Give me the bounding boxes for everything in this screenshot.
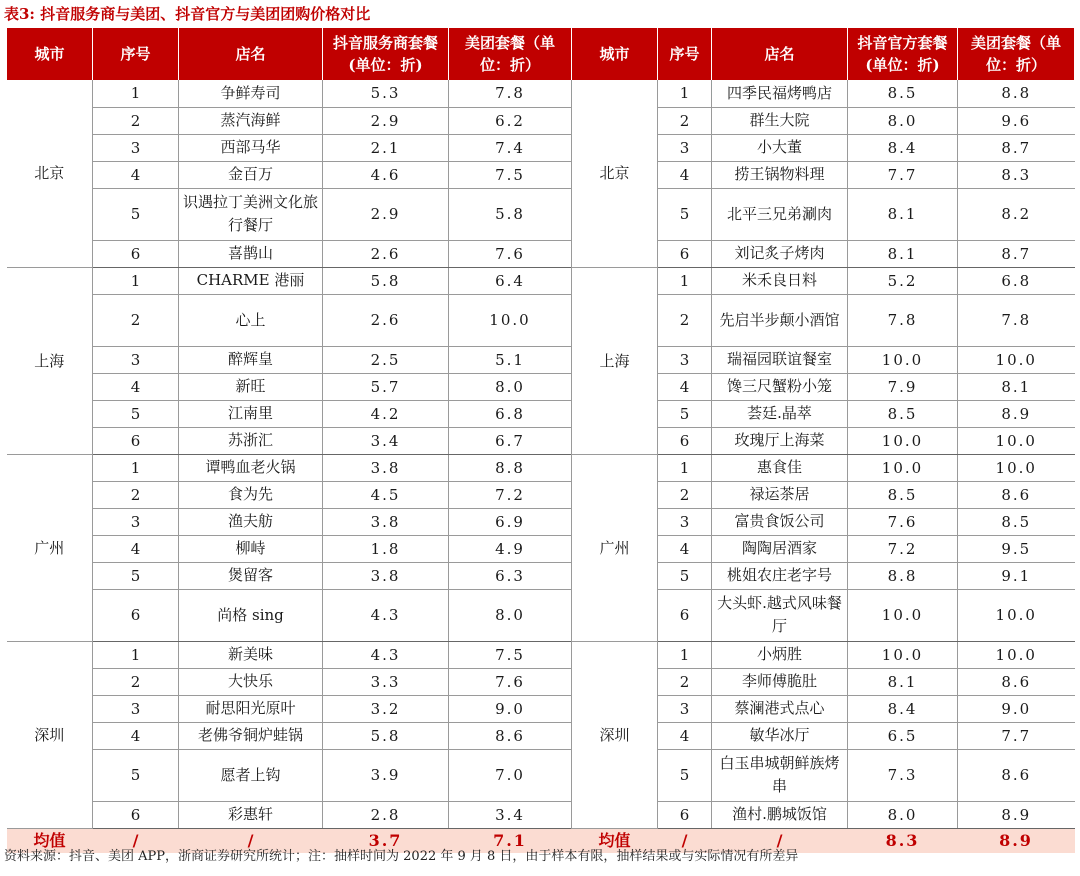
left-no-cell: 4 (93, 373, 179, 400)
header-city-right: 城市 (572, 28, 658, 80)
left-meituan-cell: 7.8 (449, 80, 572, 107)
header-store-left: 店名 (179, 28, 323, 80)
right-meituan-cell: 8.7 (958, 134, 1075, 161)
table-row (7, 589, 1075, 641)
left-meituan-cell: 7.6 (449, 668, 572, 695)
average-label-right: 均值 (572, 828, 658, 853)
right-meituan-cell: 8.8 (958, 80, 1075, 107)
left-douyin-provider-cell: 1.8 (323, 535, 449, 562)
right-meituan-cell: 6.8 (958, 267, 1075, 294)
right-meituan-cell: 8.5 (958, 508, 1075, 535)
left-douyin-provider-cell: 3.3 (323, 668, 449, 695)
right-no-cell: 3 (658, 695, 712, 722)
header-no-right: 序号 (658, 28, 712, 80)
left-meituan-cell: 10.0 (449, 294, 572, 346)
right-no-cell: 2 (658, 294, 712, 346)
left-no-cell: 5 (93, 749, 179, 801)
right-store-cell: 米禾良日料 (712, 267, 848, 294)
right-meituan-cell: 8.6 (958, 668, 1075, 695)
right-meituan-cell: 8.6 (958, 749, 1075, 801)
right-no-cell: 2 (658, 107, 712, 134)
right-meituan-cell: 8.9 (958, 801, 1075, 828)
table-row (7, 188, 1075, 240)
left-douyin-provider-cell: 2.6 (323, 240, 449, 267)
left-store-cell: 争鲜寿司 (179, 80, 323, 107)
left-meituan-cell: 6.9 (449, 508, 572, 535)
right-store-cell: 白玉串城朝鲜族烤串 (712, 749, 848, 801)
left-douyin-provider-cell: 3.2 (323, 695, 449, 722)
right-douyin-official-cell: 8.0 (848, 801, 958, 828)
left-meituan-cell: 5.1 (449, 346, 572, 373)
right-store-cell: 北平三兄弟涮肉 (712, 188, 848, 240)
left-meituan-cell: 5.8 (449, 188, 572, 240)
right-douyin-official-cell: 8.4 (848, 134, 958, 161)
table-row (7, 668, 1075, 695)
table-row (7, 801, 1075, 828)
left-no-cell: 2 (93, 107, 179, 134)
left-no-cell: 6 (93, 589, 179, 641)
right-douyin-official-cell: 8.5 (848, 481, 958, 508)
left-meituan-cell: 7.5 (449, 161, 572, 188)
right-douyin-official-cell: 7.7 (848, 161, 958, 188)
header-douyin-provider: 抖音服务商套餐(单位：折) (323, 28, 449, 80)
right-meituan-cell: 8.7 (958, 240, 1075, 267)
right-meituan-cell: 9.0 (958, 695, 1075, 722)
left-meituan-cell: 7.4 (449, 134, 572, 161)
left-store-cell: 喜鹊山 (179, 240, 323, 267)
right-no-cell: 6 (658, 240, 712, 267)
left-no-cell: 5 (93, 400, 179, 427)
city-cell-right: 上海 (572, 267, 658, 454)
left-no-cell: 3 (93, 134, 179, 161)
table-row (7, 722, 1075, 749)
header-no-left: 序号 (93, 28, 179, 80)
table-caption: 表3: 抖音服务商与美团、抖音官方与美团团购价格对比 (4, 5, 371, 23)
left-store-cell: 西部马华 (179, 134, 323, 161)
right-meituan-cell: 9.1 (958, 562, 1075, 589)
left-no-cell: 5 (93, 562, 179, 589)
right-meituan-cell: 7.7 (958, 722, 1075, 749)
right-douyin-official-cell: 8.1 (848, 668, 958, 695)
right-store-cell: 大头虾.越式风味餐厅 (712, 589, 848, 641)
average-meituan-right: 8.9 (958, 828, 1075, 853)
right-meituan-cell: 10.0 (958, 427, 1075, 454)
left-store-cell: 蒸汽海鲜 (179, 107, 323, 134)
left-store-cell: 大快乐 (179, 668, 323, 695)
right-store-cell: 刘记炙子烤肉 (712, 240, 848, 267)
left-meituan-cell: 7.6 (449, 240, 572, 267)
left-douyin-provider-cell: 5.8 (323, 267, 449, 294)
right-no-cell: 5 (658, 749, 712, 801)
average-no-right: / (658, 828, 712, 853)
left-meituan-cell: 8.0 (449, 373, 572, 400)
table-row (7, 427, 1075, 454)
left-store-cell: 心上 (179, 294, 323, 346)
city-cell-left: 深圳 (7, 641, 93, 828)
left-meituan-cell: 6.7 (449, 427, 572, 454)
left-meituan-cell: 4.9 (449, 535, 572, 562)
header-row (7, 28, 1075, 80)
right-no-cell: 3 (658, 134, 712, 161)
table-row (7, 134, 1075, 161)
right-douyin-official-cell: 10.0 (848, 641, 958, 668)
city-cell-right: 深圳 (572, 641, 658, 828)
right-store-cell: 桃姐农庄老字号 (712, 562, 848, 589)
left-store-cell: 江南里 (179, 400, 323, 427)
left-store-cell: 醉辉皇 (179, 346, 323, 373)
left-meituan-cell: 3.4 (449, 801, 572, 828)
header-meituan-right: 美团套餐（单位：折） (958, 28, 1075, 80)
city-cell-left: 广州 (7, 454, 93, 641)
right-meituan-cell: 8.2 (958, 188, 1075, 240)
left-no-cell: 3 (93, 695, 179, 722)
average-douyin-provider: 3.7 (323, 828, 449, 853)
right-meituan-cell: 10.0 (958, 641, 1075, 668)
left-douyin-provider-cell: 2.1 (323, 134, 449, 161)
left-meituan-cell: 6.8 (449, 400, 572, 427)
right-store-cell: 先启半步颠小酒馆 (712, 294, 848, 346)
right-no-cell: 2 (658, 668, 712, 695)
left-douyin-provider-cell: 2.9 (323, 107, 449, 134)
left-no-cell: 6 (93, 240, 179, 267)
left-no-cell: 2 (93, 481, 179, 508)
left-no-cell: 2 (93, 294, 179, 346)
right-no-cell: 1 (658, 267, 712, 294)
right-store-cell: 荟廷.晶萃 (712, 400, 848, 427)
right-no-cell: 5 (658, 562, 712, 589)
left-store-cell: 尚格 sing (179, 589, 323, 641)
right-no-cell: 5 (658, 400, 712, 427)
right-douyin-official-cell: 8.1 (848, 240, 958, 267)
right-store-cell: 小炳胜 (712, 641, 848, 668)
left-douyin-provider-cell: 4.3 (323, 641, 449, 668)
left-store-cell: 新旺 (179, 373, 323, 400)
right-store-cell: 蔡澜港式点心 (712, 695, 848, 722)
left-douyin-provider-cell: 4.2 (323, 400, 449, 427)
right-meituan-cell: 10.0 (958, 346, 1075, 373)
left-store-cell: CHARME 港丽 (179, 267, 323, 294)
table-row (7, 107, 1075, 134)
table-row (7, 240, 1075, 267)
right-no-cell: 4 (658, 722, 712, 749)
city-cell-left: 上海 (7, 267, 93, 454)
left-douyin-provider-cell: 2.5 (323, 346, 449, 373)
table-row (7, 508, 1075, 535)
left-douyin-provider-cell: 5.7 (323, 373, 449, 400)
right-douyin-official-cell: 7.2 (848, 535, 958, 562)
left-meituan-cell: 9.0 (449, 695, 572, 722)
right-meituan-cell: 7.8 (958, 294, 1075, 346)
left-store-cell: 金百万 (179, 161, 323, 188)
header-douyin-official: 抖音官方套餐(单位：折) (848, 28, 958, 80)
right-no-cell: 6 (658, 427, 712, 454)
right-no-cell: 3 (658, 346, 712, 373)
left-store-cell: 识遇拉丁美洲文化旅行餐厅 (179, 188, 323, 240)
left-douyin-provider-cell: 2.6 (323, 294, 449, 346)
header-meituan-left: 美团套餐（单位：折） (449, 28, 572, 80)
left-store-cell: 食为先 (179, 481, 323, 508)
left-no-cell: 3 (93, 508, 179, 535)
table-row (7, 535, 1075, 562)
right-no-cell: 4 (658, 535, 712, 562)
city-cell-right: 北京 (572, 80, 658, 267)
right-douyin-official-cell: 7.6 (848, 508, 958, 535)
left-no-cell: 3 (93, 346, 179, 373)
right-meituan-cell: 8.1 (958, 373, 1075, 400)
left-no-cell: 4 (93, 722, 179, 749)
right-meituan-cell: 9.6 (958, 107, 1075, 134)
right-no-cell: 2 (658, 481, 712, 508)
right-store-cell: 玫瑰厅上海菜 (712, 427, 848, 454)
table-row (7, 267, 1075, 294)
left-store-cell: 老佛爷铜炉蛙锅 (179, 722, 323, 749)
left-store-cell: 彩惠轩 (179, 801, 323, 828)
left-douyin-provider-cell: 2.8 (323, 801, 449, 828)
right-meituan-cell: 8.3 (958, 161, 1075, 188)
right-douyin-official-cell: 6.5 (848, 722, 958, 749)
right-store-cell: 富贵食饭公司 (712, 508, 848, 535)
left-no-cell: 1 (93, 454, 179, 481)
left-store-cell: 谭鸭血老火锅 (179, 454, 323, 481)
right-no-cell: 1 (658, 641, 712, 668)
left-no-cell: 6 (93, 801, 179, 828)
average-label-left: 均值 (7, 828, 93, 853)
left-no-cell: 6 (93, 427, 179, 454)
header-store-right: 店名 (712, 28, 848, 80)
left-meituan-cell: 6.3 (449, 562, 572, 589)
right-douyin-official-cell: 7.8 (848, 294, 958, 346)
left-store-cell: 愿者上钩 (179, 749, 323, 801)
right-store-cell: 李师傅脆肚 (712, 668, 848, 695)
city-cell-right: 广州 (572, 454, 658, 641)
right-no-cell: 6 (658, 589, 712, 641)
right-store-cell: 馋三尺蟹粉小笼 (712, 373, 848, 400)
table-row (7, 373, 1075, 400)
left-meituan-cell: 8.8 (449, 454, 572, 481)
right-store-cell: 禄运茶居 (712, 481, 848, 508)
right-no-cell: 4 (658, 161, 712, 188)
left-douyin-provider-cell: 4.6 (323, 161, 449, 188)
table-row (7, 454, 1075, 481)
right-store-cell: 群生大院 (712, 107, 848, 134)
right-douyin-official-cell: 7.3 (848, 749, 958, 801)
left-store-cell: 渔夫舫 (179, 508, 323, 535)
average-store-left: / (179, 828, 323, 853)
table-row (7, 695, 1075, 722)
left-douyin-provider-cell: 3.8 (323, 562, 449, 589)
left-meituan-cell: 6.2 (449, 107, 572, 134)
right-store-cell: 惠食佳 (712, 454, 848, 481)
left-douyin-provider-cell: 3.9 (323, 749, 449, 801)
right-no-cell: 4 (658, 373, 712, 400)
left-meituan-cell: 7.0 (449, 749, 572, 801)
left-no-cell: 1 (93, 80, 179, 107)
left-douyin-provider-cell: 2.9 (323, 188, 449, 240)
left-douyin-provider-cell: 3.8 (323, 508, 449, 535)
right-meituan-cell: 8.6 (958, 481, 1075, 508)
right-douyin-official-cell: 8.4 (848, 695, 958, 722)
average-douyin-official: 8.3 (848, 828, 958, 853)
left-no-cell: 1 (93, 267, 179, 294)
left-no-cell: 4 (93, 535, 179, 562)
right-douyin-official-cell: 8.0 (848, 107, 958, 134)
right-douyin-official-cell: 10.0 (848, 589, 958, 641)
right-no-cell: 1 (658, 454, 712, 481)
left-no-cell: 5 (93, 188, 179, 240)
city-cell-left: 北京 (7, 80, 93, 267)
left-douyin-provider-cell: 4.5 (323, 481, 449, 508)
table-row (7, 346, 1075, 373)
table-row (7, 161, 1075, 188)
table-row (7, 481, 1075, 508)
right-store-cell: 渔村.鹏城饭馆 (712, 801, 848, 828)
right-meituan-cell: 10.0 (958, 589, 1075, 641)
left-douyin-provider-cell: 3.8 (323, 454, 449, 481)
right-douyin-official-cell: 10.0 (848, 346, 958, 373)
left-douyin-provider-cell: 4.3 (323, 589, 449, 641)
right-douyin-official-cell: 8.5 (848, 80, 958, 107)
right-store-cell: 四季民福烤鸭店 (712, 80, 848, 107)
price-comparison-table (6, 28, 1075, 853)
left-meituan-cell: 7.2 (449, 481, 572, 508)
left-store-cell: 煲留客 (179, 562, 323, 589)
left-store-cell: 苏浙汇 (179, 427, 323, 454)
right-store-cell: 捞王锅物料理 (712, 161, 848, 188)
table-row (7, 641, 1075, 668)
table-row (7, 749, 1075, 801)
right-meituan-cell: 9.5 (958, 535, 1075, 562)
left-douyin-provider-cell: 3.4 (323, 427, 449, 454)
left-store-cell: 新美味 (179, 641, 323, 668)
average-meituan-left: 7.1 (449, 828, 572, 853)
left-meituan-cell: 7.5 (449, 641, 572, 668)
right-no-cell: 1 (658, 80, 712, 107)
right-no-cell: 5 (658, 188, 712, 240)
table-row (7, 294, 1075, 346)
right-douyin-official-cell: 7.9 (848, 373, 958, 400)
left-meituan-cell: 8.0 (449, 589, 572, 641)
left-douyin-provider-cell: 5.8 (323, 722, 449, 749)
right-store-cell: 瑞福园联谊餐室 (712, 346, 848, 373)
source-note: 资料来源：抖音、美团 APP，浙商证券研究所统计；注：抽样时间为 2022 年 9 月 8 日，由于样本有限，抽样结果或与实际情况有所差异 (4, 849, 799, 864)
right-douyin-official-cell: 8.8 (848, 562, 958, 589)
right-douyin-official-cell: 8.5 (848, 400, 958, 427)
right-meituan-cell: 10.0 (958, 454, 1075, 481)
left-store-cell: 耐思阳光原叶 (179, 695, 323, 722)
left-no-cell: 2 (93, 668, 179, 695)
header-city-left: 城市 (7, 28, 93, 80)
left-store-cell: 柳峙 (179, 535, 323, 562)
right-douyin-official-cell: 5.2 (848, 267, 958, 294)
average-no-left: / (93, 828, 179, 853)
left-meituan-cell: 6.4 (449, 267, 572, 294)
right-store-cell: 小大董 (712, 134, 848, 161)
left-meituan-cell: 8.6 (449, 722, 572, 749)
right-meituan-cell: 8.9 (958, 400, 1075, 427)
table-row (7, 400, 1075, 427)
left-douyin-provider-cell: 5.3 (323, 80, 449, 107)
right-store-cell: 陶陶居酒家 (712, 535, 848, 562)
right-douyin-official-cell: 8.1 (848, 188, 958, 240)
table-row (7, 562, 1075, 589)
right-store-cell: 敏华冰厅 (712, 722, 848, 749)
right-douyin-official-cell: 10.0 (848, 454, 958, 481)
average-store-right: / (712, 828, 848, 853)
right-douyin-official-cell: 10.0 (848, 427, 958, 454)
left-no-cell: 4 (93, 161, 179, 188)
table-row (7, 80, 1075, 107)
right-no-cell: 6 (658, 801, 712, 828)
left-no-cell: 1 (93, 641, 179, 668)
right-no-cell: 3 (658, 508, 712, 535)
